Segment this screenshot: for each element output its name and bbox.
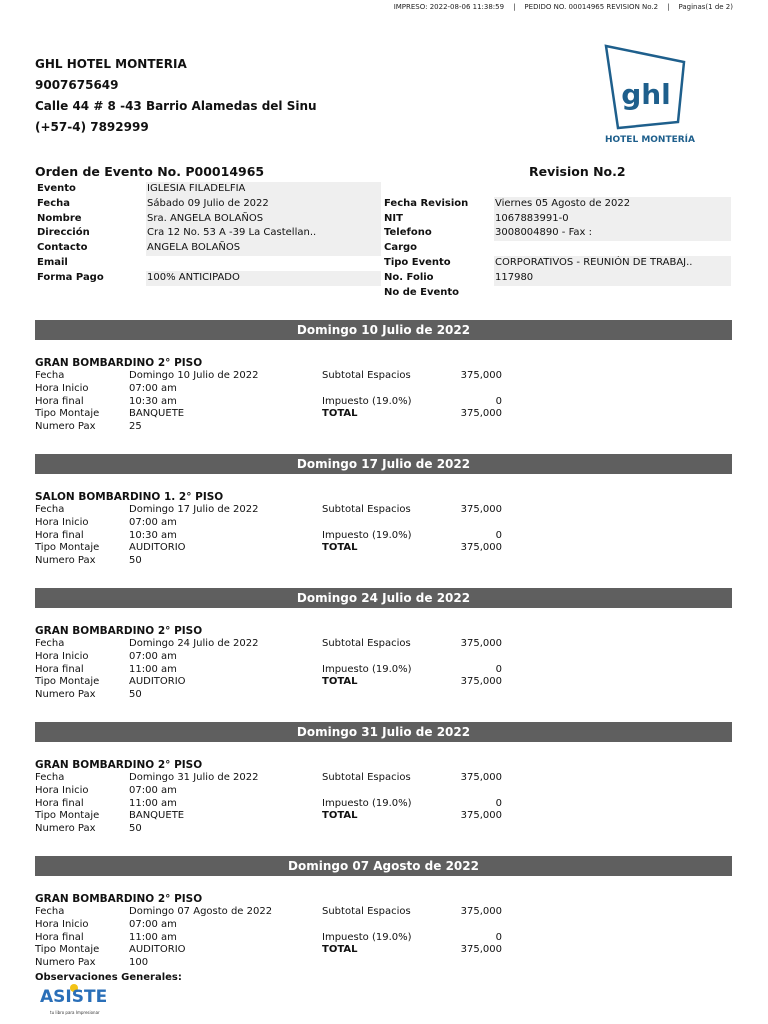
print-header: IMPRESO: 2022-08-06 11:38:59 | PEDIDO NO. 00014965 REVISION No.2 | Paginas(1 de 2) [393, 3, 733, 11]
hotel-address: Calle 44 # 8 -43 Barrio Alamedas del Sinu [35, 99, 317, 113]
event-block: GRAN BOMBARDINO 2° PISO Fecha Domingo 10 Julio de 2022 Subtotal Espacios 375,000 Hora Inicio 07:00 am Hora final 10:30 am Impuesto (19.0%) 0 Tipo Montaje BANQUETE TOTAL 375,000 Numero Pax 25 [35, 356, 735, 434]
room-name: GRAN BOMBARDINO 2° PISO [35, 893, 203, 905]
info-row: Evento IGLESIA FILADELFIA [35, 182, 732, 197]
hotel-name: GHL HOTEL MONTERIA [35, 57, 187, 71]
day-header: Domingo 31 Julio de 2022 [35, 722, 732, 742]
print-timestamp: IMPRESO: 2022-08-06 11:38:59 [393, 3, 505, 11]
day-header: Domingo 10 Julio de 2022 [35, 320, 732, 340]
event-info-table [35, 182, 732, 300]
event-block: SALON BOMBARDINO 1. 2° PISO Fecha Domingo 17 Julio de 2022 Subtotal Espacios 375,000 Hora Inicio 07:00 am Hora final 10:30 am Impuesto (19.0%) 0 Tipo Montaje AUDITORIO TOTAL 375,000 Numero Pax 50 [35, 490, 735, 568]
info-row: Contacto ANGELA BOLAÑOS Cargo [35, 241, 732, 256]
logo-mark-text: ghl [621, 78, 671, 111]
hotel-phone: (+57-4) 7892999 [35, 120, 149, 134]
event-block: GRAN BOMBARDINO 2° PISO Fecha Domingo 31 Julio de 2022 Subtotal Espacios 375,000 Hora Inicio 07:00 am Hora final 11:00 am Impuesto (19.0%) 0 Tipo Montaje BANQUETE TOTAL 375,000 Numero Pax 50 [35, 758, 735, 836]
asiste-logo-text: ASISTE [40, 987, 108, 1007]
room-name: GRAN BOMBARDINO 2° PISO [35, 357, 203, 369]
info-row: Email Tipo Evento CORPORATIVOS - REUNIÓN DE TRABAJ.. [35, 256, 732, 271]
revision-title: Revision No.2 [529, 164, 626, 179]
event-block: GRAN BOMBARDINO 2° PISO Fecha Domingo 07 Agosto de 2022 Subtotal Espacios 375,000 Hora Inicio 07:00 am Hora final 11:00 am Impuesto (19.0%) 0 Tipo Montaje AUDITORIO TOTAL 375,000 Numero Pax 100 [35, 892, 735, 970]
info-row: Dirección Cra 12 No. 53 A -39 La Castellan.. Telefono 3008004890 - Fax : [35, 226, 732, 241]
info-row: Forma Pago 100% ANTICIPADO No. Folio 117980 [35, 271, 732, 286]
day-header: Domingo 24 Julio de 2022 [35, 588, 732, 608]
asiste-tagline: tu libro para Impresionar [50, 1010, 100, 1015]
hotel-id: 9007675649 [35, 78, 119, 92]
page-count: Paginas(1 de 2) [678, 3, 733, 11]
order-title: Orden de Evento No. P00014965 [35, 164, 265, 179]
event-block: GRAN BOMBARDINO 2° PISO Fecha Domingo 24 Julio de 2022 Subtotal Espacios 375,000 Hora Inicio 07:00 am Hora final 11:00 am Impuesto (19.0%) 0 Tipo Montaje AUDITORIO TOTAL 375,000 Numero Pax 50 [35, 624, 735, 702]
info-row: No de Evento [384, 286, 460, 298]
logo-caption: HOTEL MONTERÍA [604, 135, 696, 145]
room-name: GRAN BOMBARDINO 2° PISO [35, 759, 203, 771]
order-revision-ref: PEDIDO NO. 00014965 REVISION No.2 [524, 3, 659, 11]
day-header: Domingo 17 Julio de 2022 [35, 454, 732, 474]
day-header: Domingo 07 Agosto de 2022 [35, 856, 732, 876]
info-row: Nombre Sra. ANGELA BOLAÑOS NIT 1067883991-0 [35, 212, 732, 227]
info-row: Fecha Sábado 09 Julio de 2022 Fecha Revision Viernes 05 Agosto de 2022 [35, 197, 732, 212]
room-name: GRAN BOMBARDINO 2° PISO [35, 625, 203, 637]
general-observations-label: Observaciones Generales: [35, 972, 182, 983]
asiste-logo [38, 982, 128, 1018]
ghl-logo [598, 40, 702, 150]
hotel-info [35, 54, 317, 138]
room-name: SALON BOMBARDINO 1. 2° PISO [35, 491, 224, 503]
